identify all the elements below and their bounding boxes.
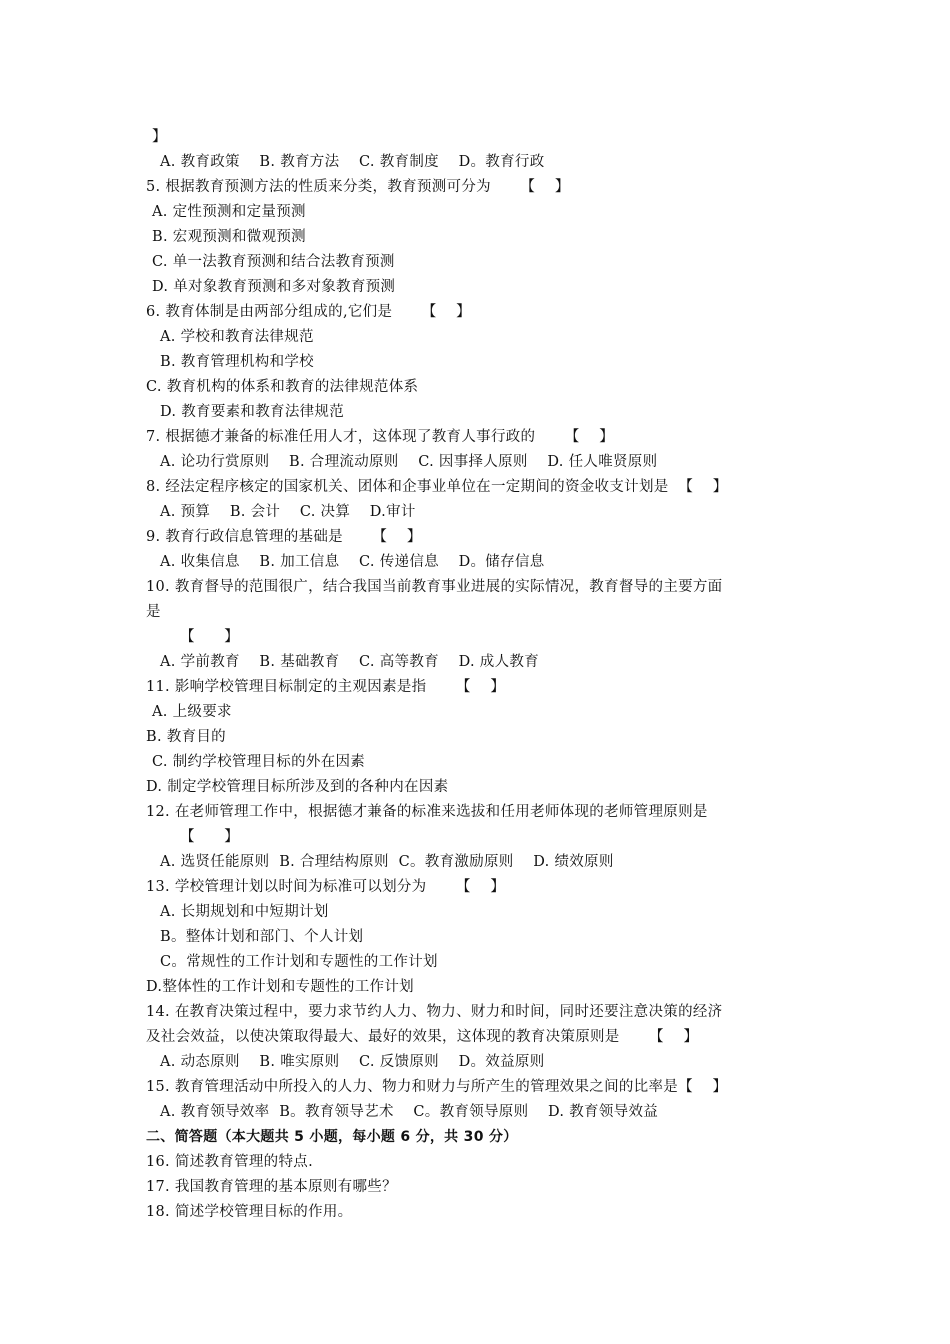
answer-bracket: 【 】: [180, 829, 240, 845]
question-14-continued: 及社会效益，以使决策取得最大、最好的效果，这体现的教育决策原则是 【 】: [146, 1029, 699, 1045]
option-d: D. 单对象教育预测和多对象教育预测: [152, 279, 396, 295]
option-d: D.整体性的工作计划和专题性的工作计划: [146, 979, 414, 995]
question-6: 6. 教育体制是由两部分组成的,它们是 【 】: [146, 304, 471, 320]
answer-options: A. 论功行赏原则 B. 合理流动原则 C. 因事择人原则 D. 任人唯贤原则: [160, 454, 658, 470]
question-13: 13. 学校管理计划以时间为标准可以划分为 【 】: [146, 879, 506, 895]
answer-options: A. 选贤任能原则 B. 合理结构原则 C。教育激励原则 D. 绩效原则: [160, 854, 614, 870]
question-16: 16. 简述教育管理的特点.: [146, 1154, 313, 1170]
option-a: A. 长期规划和中短期计划: [160, 904, 329, 920]
option-b: B. 教育管理机构和学校: [160, 354, 314, 370]
option-b: B. 教育目的: [146, 729, 226, 745]
option-a: A. 上级要求: [152, 704, 232, 720]
question-11: 11. 影响学校管理目标制定的主观因素是指 【 】: [146, 679, 506, 695]
option-c: C. 教育机构的体系和教育的法律规范体系: [146, 379, 419, 395]
question-17: 17. 我国教育管理的基本原则有哪些？: [146, 1179, 397, 1195]
option-c: C。常规性的工作计划和专题性的工作计划: [160, 954, 438, 970]
answer-options: A. 学前教育 B. 基础教育 C. 高等教育 D. 成人教育: [160, 654, 539, 670]
question-7: 7. 根据德才兼备的标准任用人才，这体现了教育人事行政的 【 】: [146, 429, 615, 445]
option-b: B. 宏观预测和微观预测: [152, 229, 306, 245]
question-14: 14. 在教育决策过程中，要力求节约人力、物力、财力和时间，同时还要注意决策的经济: [146, 1004, 723, 1020]
question-9: 9. 教育行政信息管理的基础是 【 】: [146, 529, 422, 545]
option-a: A. 学校和教育法律规范: [160, 329, 314, 345]
option-c: C. 制约学校管理目标的外在因素: [152, 754, 366, 770]
section-heading: 二、简答题（本大题共 5 小题，每小题 6 分，共 30 分）: [146, 1129, 518, 1145]
option-c: C. 单一法教育预测和结合法教育预测: [152, 254, 395, 270]
question-10-continued: 是: [146, 604, 161, 620]
option-d: D. 教育要素和教育法律规范: [160, 404, 345, 420]
answer-options: A. 教育领导效率 B。教育领导艺术 C。教育领导原则 D. 教育领导效益: [160, 1104, 659, 1120]
option-b: B。整体计划和部门、个人计划: [160, 929, 364, 945]
option-a: A. 定性预测和定量预测: [152, 204, 306, 220]
question-12: 12. 在老师管理工作中，根据德才兼备的标准来选拔和任用老师体现的老师管理原则是: [146, 804, 708, 820]
answer-options: A. 动态原则 B. 唯实原则 C. 反馈原则 D。效益原则: [160, 1054, 545, 1070]
answer-options: A. 收集信息 B. 加工信息 C. 传递信息 D。储存信息: [160, 554, 545, 570]
question-15: 15. 教育管理活动中所投入的人力、物力和财力与所产生的管理效果之间的比率是【 】: [146, 1079, 728, 1095]
answer-options: A. 教育政策 B. 教育方法 C. 教育制度 D。教育行政: [160, 154, 545, 170]
answer-bracket: 【 】: [180, 629, 240, 645]
question-18: 18. 简述学校管理目标的作用。: [146, 1204, 353, 1220]
question-8: 8. 经法定程序核定的国家机关、团体和企事业单位在一定期间的资金收支计划是 【 】: [146, 479, 728, 495]
option-d: D. 制定学校管理目标所涉及到的各种内在因素: [146, 779, 449, 795]
question-10: 10. 教育督导的范围很广，结合我国当前教育事业进展的实际情况，教育督导的主要方面: [146, 579, 723, 595]
text-line: 】: [152, 129, 167, 145]
answer-options: A. 预算 B. 会计 C. 决算 D.审计: [160, 504, 416, 520]
question-5: 5. 根据教育预测方法的性质来分类，教育预测可分为 【 】: [146, 179, 570, 195]
